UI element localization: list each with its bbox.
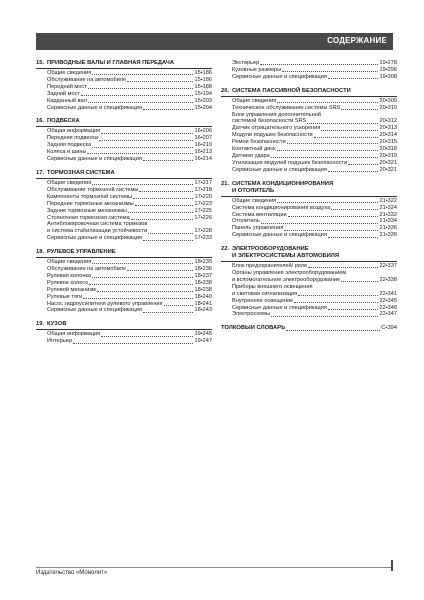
leader-dots bbox=[92, 147, 193, 148]
glossary-page: C•394 bbox=[381, 325, 397, 332]
toc-entry[interactable] bbox=[36, 156, 212, 163]
toc-section-heading[interactable] bbox=[221, 181, 397, 197]
toc-entry-label: Ремни безопасности bbox=[232, 139, 286, 146]
toc-entry[interactable] bbox=[221, 105, 397, 112]
toc-entry[interactable] bbox=[36, 228, 212, 235]
leader-dots bbox=[260, 64, 378, 65]
toc-entry-page: 16•207 bbox=[194, 135, 212, 142]
toc-entry-label: Электросхемы bbox=[232, 311, 271, 318]
section-title: РУЛЕВОЕ УПРАВЛЕНИЕ bbox=[47, 249, 116, 256]
toc-entry[interactable] bbox=[36, 307, 212, 314]
toc-entry[interactable] bbox=[221, 132, 397, 139]
toc-entry-label: Передние тормозные механизмы bbox=[47, 200, 134, 207]
toc-entry-label: Внутреннее освещение bbox=[232, 297, 294, 304]
leader-dots bbox=[127, 81, 193, 82]
toc-entry-label: Блок предохранителей/ реле bbox=[232, 263, 308, 270]
toc-entry-page: 18•238 bbox=[194, 286, 212, 293]
toc-entry[interactable] bbox=[221, 74, 397, 81]
toc-entry-label: Задняя подвеска bbox=[47, 142, 92, 149]
toc-entry-label: Обслуживание тормозной системы bbox=[47, 186, 139, 193]
toc-entry[interactable] bbox=[221, 212, 397, 219]
toc-entry[interactable] bbox=[221, 205, 397, 212]
toc-section-heading[interactable] bbox=[36, 321, 212, 330]
toc-entry-label: Кузовные размеры bbox=[232, 66, 282, 73]
page-title: СОДЕРЖАНИЕ bbox=[327, 36, 387, 45]
leader-dots bbox=[287, 143, 379, 144]
leader-dots bbox=[87, 153, 193, 154]
toc-entry-page: 22•341 bbox=[379, 290, 397, 297]
section-title: СИСТЕМА ПАССИВНОЙ БЕЗОПАСНОСТИ bbox=[232, 87, 351, 94]
toc-entry[interactable] bbox=[36, 180, 212, 187]
leader-dots bbox=[131, 219, 194, 220]
toc-section bbox=[36, 321, 212, 345]
toc-entry[interactable] bbox=[36, 221, 212, 228]
toc-section bbox=[36, 170, 212, 242]
toc-entry-label: Общие сведения bbox=[47, 179, 92, 186]
toc-entry[interactable] bbox=[221, 67, 397, 74]
toc-entry[interactable] bbox=[36, 77, 212, 84]
toc-entry[interactable] bbox=[36, 149, 212, 156]
toc-entry[interactable] bbox=[221, 198, 397, 205]
toc-glossary-entry[interactable] bbox=[221, 325, 397, 332]
footer-publisher: Издательство «Монолит» bbox=[36, 570, 108, 576]
toc-entry-page: 16•214 bbox=[194, 156, 212, 163]
toc-entry-label: Карданный вал bbox=[47, 97, 87, 104]
toc-section-heading[interactable] bbox=[221, 88, 397, 97]
leader-dots bbox=[282, 71, 378, 72]
leader-dots bbox=[298, 295, 378, 296]
toc-entry-page: 15•186 bbox=[194, 70, 212, 76]
toc-entry[interactable] bbox=[221, 311, 397, 318]
toc-entry-label: Обслуживание на автомобиле bbox=[47, 266, 127, 273]
toc-entry-page: 19•245 bbox=[194, 331, 212, 338]
toc-entry-label: Датчики удара bbox=[232, 152, 270, 159]
leader-dots bbox=[277, 150, 379, 151]
toc-entry[interactable] bbox=[221, 298, 397, 305]
toc-entry-page: 21•336 bbox=[379, 225, 397, 232]
leader-dots bbox=[73, 343, 194, 344]
leader-dots bbox=[328, 78, 379, 79]
leader-dots bbox=[288, 216, 379, 217]
leader-dots bbox=[135, 205, 194, 206]
toc-entry-page: 15•188 bbox=[194, 83, 212, 90]
toc-entry[interactable] bbox=[221, 284, 397, 291]
toc-entry[interactable] bbox=[36, 235, 212, 242]
leader-dots bbox=[97, 291, 194, 292]
toc-entry[interactable] bbox=[221, 125, 397, 132]
leader-dots bbox=[133, 198, 193, 199]
toc-entry-label: Сервисные данные и спецификация bbox=[232, 73, 327, 80]
toc-entry[interactable] bbox=[221, 139, 397, 146]
section-number: 17. bbox=[36, 169, 45, 176]
leader-dots bbox=[331, 209, 378, 210]
leader-dots bbox=[83, 298, 193, 299]
toc-entry-page: 15•204 bbox=[194, 104, 212, 111]
toc-entry-page: 18•237 bbox=[194, 272, 212, 279]
toc-entry-page: 20•310 bbox=[379, 104, 397, 111]
toc-entry-label: Антиблокировочная система тормозов bbox=[47, 221, 148, 228]
leader-dots bbox=[308, 267, 378, 268]
toc-entry[interactable] bbox=[36, 287, 212, 294]
leader-dots bbox=[271, 157, 379, 158]
toc-entry[interactable] bbox=[221, 270, 397, 277]
toc-section bbox=[36, 60, 212, 111]
toc-entry-page: 18•243 bbox=[194, 307, 212, 314]
section-number: 16. bbox=[36, 118, 45, 125]
toc-entry-label: Приборы внешнего освещения bbox=[232, 283, 313, 290]
section-number: 21. bbox=[221, 180, 230, 187]
section-number: 15. bbox=[36, 60, 45, 66]
toc-entry[interactable] bbox=[36, 259, 212, 266]
section-title: ПРИВОДНЫЕ ВАЛЫ И ГЛАВНАЯ ПЕРЕДАЧА bbox=[47, 60, 175, 66]
leader-dots bbox=[143, 312, 194, 313]
toc-entry-label: Контактный диск bbox=[232, 146, 276, 153]
footer-accent-bar bbox=[391, 560, 393, 571]
toc-entry-label: Панель управления bbox=[232, 225, 284, 232]
toc-entry-label: Общие сведения bbox=[232, 97, 277, 104]
toc-entry[interactable] bbox=[36, 70, 212, 77]
toc-entry[interactable] bbox=[221, 305, 397, 312]
toc-entry[interactable] bbox=[36, 142, 212, 149]
toc-entry[interactable] bbox=[221, 112, 397, 119]
toc-continued-section bbox=[221, 60, 397, 81]
toc-entry-page: 17•226 bbox=[194, 214, 212, 221]
section-number: 22. bbox=[221, 246, 230, 253]
leader-dots bbox=[81, 95, 194, 96]
toc-entry[interactable] bbox=[36, 266, 212, 273]
section-title: КУЗОВ bbox=[47, 321, 67, 328]
toc-entry-label: и световая сигнализация bbox=[232, 290, 298, 297]
toc-section-heading[interactable] bbox=[36, 170, 212, 179]
toc-entry-page: 21•334 bbox=[379, 218, 397, 225]
toc-entry-label: Общая информация bbox=[47, 128, 101, 135]
toc-entry-label: Сервисные данные и спецификация bbox=[47, 156, 142, 163]
leader-dots bbox=[143, 160, 194, 161]
leader-dots bbox=[101, 336, 193, 337]
toc-entry[interactable] bbox=[221, 160, 397, 167]
toc-entry-page: 15•203 bbox=[194, 97, 212, 104]
toc-entry[interactable] bbox=[36, 338, 212, 345]
toc-entry[interactable] bbox=[221, 232, 397, 239]
toc-entry-page: 17•225 bbox=[194, 207, 212, 214]
toc-entry-label: Система кондиционирования воздуха bbox=[232, 204, 331, 211]
section-number: 18. bbox=[36, 249, 45, 256]
toc-entry[interactable] bbox=[36, 91, 212, 98]
toc-entry[interactable] bbox=[36, 331, 212, 338]
section-number: 20. bbox=[221, 87, 230, 94]
toc-entry[interactable] bbox=[221, 60, 397, 67]
toc-entry-page: 21•324 bbox=[379, 204, 397, 211]
toc-entry-page: 17•223 bbox=[194, 200, 212, 207]
toc-entry[interactable] bbox=[221, 118, 397, 125]
toc-entry-page: 18•240 bbox=[194, 293, 212, 300]
toc-left-column bbox=[36, 60, 212, 352]
toc-entry-label: и вспомогательное электрооборудование bbox=[232, 276, 341, 283]
toc-entry[interactable] bbox=[36, 280, 212, 287]
toc-entry-page: 17•220 bbox=[194, 193, 212, 200]
toc-entry-page: 20•312 bbox=[379, 118, 397, 125]
toc-entry-label: Датчик отрицательного ускорения bbox=[232, 125, 321, 132]
toc-entry-label: Экстерьер bbox=[232, 60, 260, 66]
leader-dots bbox=[277, 102, 378, 103]
toc-entry-page: 18•235 bbox=[194, 259, 212, 266]
toc-section bbox=[36, 249, 212, 314]
toc-entry-label: Колеса и шины bbox=[47, 149, 87, 156]
toc-entry-page: 16•213 bbox=[194, 149, 212, 156]
leader-dots bbox=[99, 140, 194, 141]
leader-dots bbox=[92, 184, 193, 185]
toc-entry-page: 16•210 bbox=[194, 142, 212, 149]
toc-entry-page: 17•217 bbox=[194, 179, 212, 186]
section-title: ЭЛЕКТРООБОРУДОВАНИЕ bbox=[232, 246, 309, 253]
toc-entry-page: 15•194 bbox=[194, 90, 212, 97]
toc-entry-label: Рулевая колонка bbox=[47, 272, 92, 279]
leader-dots bbox=[143, 109, 194, 110]
leader-dots bbox=[92, 74, 193, 75]
toc-right-column bbox=[221, 60, 397, 332]
toc-entry-page: 20•315 bbox=[379, 139, 397, 146]
leader-dots bbox=[341, 281, 378, 282]
toc-entry[interactable] bbox=[36, 84, 212, 91]
leader-dots bbox=[328, 237, 379, 238]
leader-dots bbox=[314, 137, 379, 138]
toc-entry[interactable] bbox=[221, 277, 397, 284]
leader-dots bbox=[143, 240, 194, 241]
toc-entry-page: 17•218 bbox=[194, 186, 212, 193]
toc-entry-label: Блок управления дополнительной bbox=[232, 111, 321, 118]
page-header-bar bbox=[36, 33, 393, 50]
toc-entry-label: Общие сведения bbox=[232, 197, 277, 204]
toc-entry-page: 20•314 bbox=[379, 132, 397, 139]
toc-entry-page: 20•319 bbox=[379, 152, 397, 159]
toc-entry-label: Обслуживание на автомобиле bbox=[47, 76, 127, 83]
leader-dots bbox=[92, 263, 193, 264]
section-number: 19. bbox=[36, 321, 45, 328]
toc-entry-label: Общие сведения bbox=[47, 70, 92, 76]
toc-entry[interactable] bbox=[36, 135, 212, 142]
toc-entry-page: 20•309 bbox=[379, 97, 397, 104]
toc-entry[interactable] bbox=[36, 294, 212, 301]
leader-dots bbox=[321, 130, 378, 131]
leader-dots bbox=[328, 171, 379, 172]
toc-entry-label: Насос гидроусилителя рулевого управления bbox=[47, 300, 163, 307]
toc-entry-label: Рулевые тяги bbox=[47, 293, 83, 300]
toc-entry-label: Передняя подвеска bbox=[47, 135, 98, 142]
leader-dots bbox=[341, 109, 378, 110]
toc-entry-label: Сервисные данные и спецификация bbox=[232, 304, 327, 311]
toc-entry-label: Общая информация bbox=[47, 331, 101, 338]
toc-entry-label: Сервисные данные и спецификация bbox=[232, 166, 327, 173]
toc-section-heading[interactable] bbox=[36, 60, 212, 69]
toc-entry-label: Сервисные данные и спецификация bbox=[232, 232, 327, 239]
toc-entry-page: 17•228 bbox=[194, 228, 212, 235]
section-title: И ОТОПИТЕЛЬ bbox=[232, 187, 275, 194]
toc-entry-label: Рулевой механизм bbox=[47, 286, 96, 293]
toc-entry-label: Рулевое колесо bbox=[47, 279, 89, 286]
toc-entry[interactable] bbox=[221, 225, 397, 232]
toc-section bbox=[36, 118, 212, 163]
toc-entry-page: 21•332 bbox=[379, 211, 397, 218]
toc-entry-page: 19•296 bbox=[379, 66, 397, 73]
toc-entry-label: Передний мост bbox=[47, 83, 87, 90]
toc-entry[interactable] bbox=[221, 291, 397, 298]
leader-dots bbox=[88, 102, 194, 103]
section-title: ПОДВЕСКА bbox=[47, 118, 80, 125]
leader-dots bbox=[88, 88, 194, 89]
toc-entry-label: Задние тормозные механизмы bbox=[47, 207, 127, 214]
toc-entry-page: 17•233 bbox=[194, 235, 212, 242]
toc-entry-label: Модули подушек безопасности bbox=[232, 132, 313, 139]
toc-entry-label: Утилизация модулей подушек безопасности bbox=[232, 159, 348, 166]
toc-entry-label: Сервисные данные и спецификация bbox=[47, 104, 142, 111]
toc-entry-label: Отопитель bbox=[232, 218, 260, 225]
toc-entry[interactable] bbox=[36, 194, 212, 201]
toc-entry-page: 20•313 bbox=[379, 125, 397, 132]
toc-entry-page: 22•345 bbox=[379, 297, 397, 304]
toc-entry-label: и система стабилизации устойчивости bbox=[47, 228, 148, 235]
toc-entry-label: Компоненты тормозной системы bbox=[47, 193, 133, 200]
glossary-label: ТОЛКОВЫЙ СЛОВАРЬ bbox=[221, 325, 286, 332]
leader-dots bbox=[101, 133, 193, 134]
leader-dots bbox=[128, 212, 194, 213]
toc-entry-page: 16•206 bbox=[194, 128, 212, 135]
leader-dots bbox=[286, 330, 380, 331]
toc-section-heading[interactable] bbox=[36, 249, 212, 258]
toc-entry[interactable] bbox=[36, 98, 212, 105]
toc-section-heading[interactable] bbox=[36, 118, 212, 127]
toc-entry-label: Общие сведения bbox=[47, 259, 92, 266]
toc-entry-label: Задний мост bbox=[47, 90, 80, 97]
toc-entry[interactable] bbox=[221, 146, 397, 153]
section-title: И ЭЛЕКТРОСИСТЕМЫ АВТОМОБИЛЯ bbox=[232, 253, 340, 260]
toc-entry-label: Сервисные данные и спецификация bbox=[47, 307, 142, 314]
footer-rule bbox=[36, 567, 393, 568]
toc-entry-page: 18•238 bbox=[194, 279, 212, 286]
toc-entry[interactable] bbox=[36, 201, 212, 208]
toc-entry-page: 19•308 bbox=[379, 73, 397, 80]
toc-entry-page: 19•247 bbox=[194, 338, 212, 345]
toc-entry[interactable] bbox=[36, 128, 212, 135]
toc-section bbox=[221, 181, 397, 239]
toc-entry-page: 18•236 bbox=[194, 266, 212, 273]
toc-section bbox=[221, 88, 397, 174]
leader-dots bbox=[261, 223, 379, 224]
toc-entry-label: Органы управления электрооборудованием bbox=[232, 270, 347, 277]
toc-entry-label: Система вентиляции bbox=[232, 211, 287, 218]
toc-entry-label: Интерьер bbox=[47, 338, 72, 345]
leader-dots bbox=[328, 309, 379, 310]
toc-entry-label: Техническое обслуживание системы SRS bbox=[232, 104, 341, 111]
toc-entry[interactable] bbox=[36, 187, 212, 194]
toc-entry[interactable] bbox=[36, 215, 212, 222]
leader-dots bbox=[307, 123, 378, 124]
section-title: ТОРМОЗНАЯ СИСТЕМА bbox=[47, 169, 115, 176]
toc-entry[interactable] bbox=[36, 208, 212, 215]
leader-dots bbox=[164, 305, 194, 306]
toc-entry[interactable] bbox=[36, 105, 212, 112]
toc-entry-page: 20•321 bbox=[379, 166, 397, 173]
toc-entry-page: 22•346 bbox=[379, 304, 397, 311]
toc-entry-page: 20•321 bbox=[379, 159, 397, 166]
leader-dots bbox=[139, 191, 193, 192]
leader-dots bbox=[127, 270, 193, 271]
toc-section-heading[interactable] bbox=[221, 246, 397, 262]
toc-entry-page: 22•337 bbox=[379, 263, 397, 270]
toc-section bbox=[221, 246, 397, 318]
leader-dots bbox=[92, 277, 193, 278]
toc-entry-label: Сервисные данные и спецификация bbox=[47, 235, 142, 242]
leader-dots bbox=[277, 202, 378, 203]
leader-dots bbox=[271, 316, 378, 317]
toc-entry[interactable] bbox=[221, 153, 397, 160]
toc-entry-page: 15•186 bbox=[194, 76, 212, 83]
leader-dots bbox=[348, 164, 378, 165]
toc-entry-label: системой безопасности SRS bbox=[232, 118, 307, 125]
toc-entry-page: 22•338 bbox=[379, 276, 397, 283]
leader-dots bbox=[148, 233, 193, 234]
toc-entry-page: 19•278 bbox=[379, 60, 397, 66]
toc-entry[interactable] bbox=[221, 98, 397, 105]
toc-entry[interactable] bbox=[221, 218, 397, 225]
leader-dots bbox=[284, 230, 378, 231]
toc-entry-page: 20•318 bbox=[379, 146, 397, 153]
toc-entry[interactable] bbox=[221, 263, 397, 270]
toc-entry[interactable] bbox=[36, 273, 212, 280]
leader-dots bbox=[294, 302, 378, 303]
leader-dots bbox=[89, 284, 193, 285]
section-title: СИСТЕМА КОНДИЦИОНИРОВАНИЯ bbox=[232, 180, 334, 187]
toc-entry-page: 18•241 bbox=[194, 300, 212, 307]
toc-entry-page: 21•336 bbox=[379, 232, 397, 239]
toc-entry-page: 22•347 bbox=[379, 311, 397, 318]
toc-entry-page: 21•322 bbox=[379, 197, 397, 204]
toc-entry[interactable] bbox=[221, 167, 397, 174]
toc-entry-label: Стояночная тормозная система bbox=[47, 214, 130, 221]
toc-entry[interactable] bbox=[36, 301, 212, 308]
